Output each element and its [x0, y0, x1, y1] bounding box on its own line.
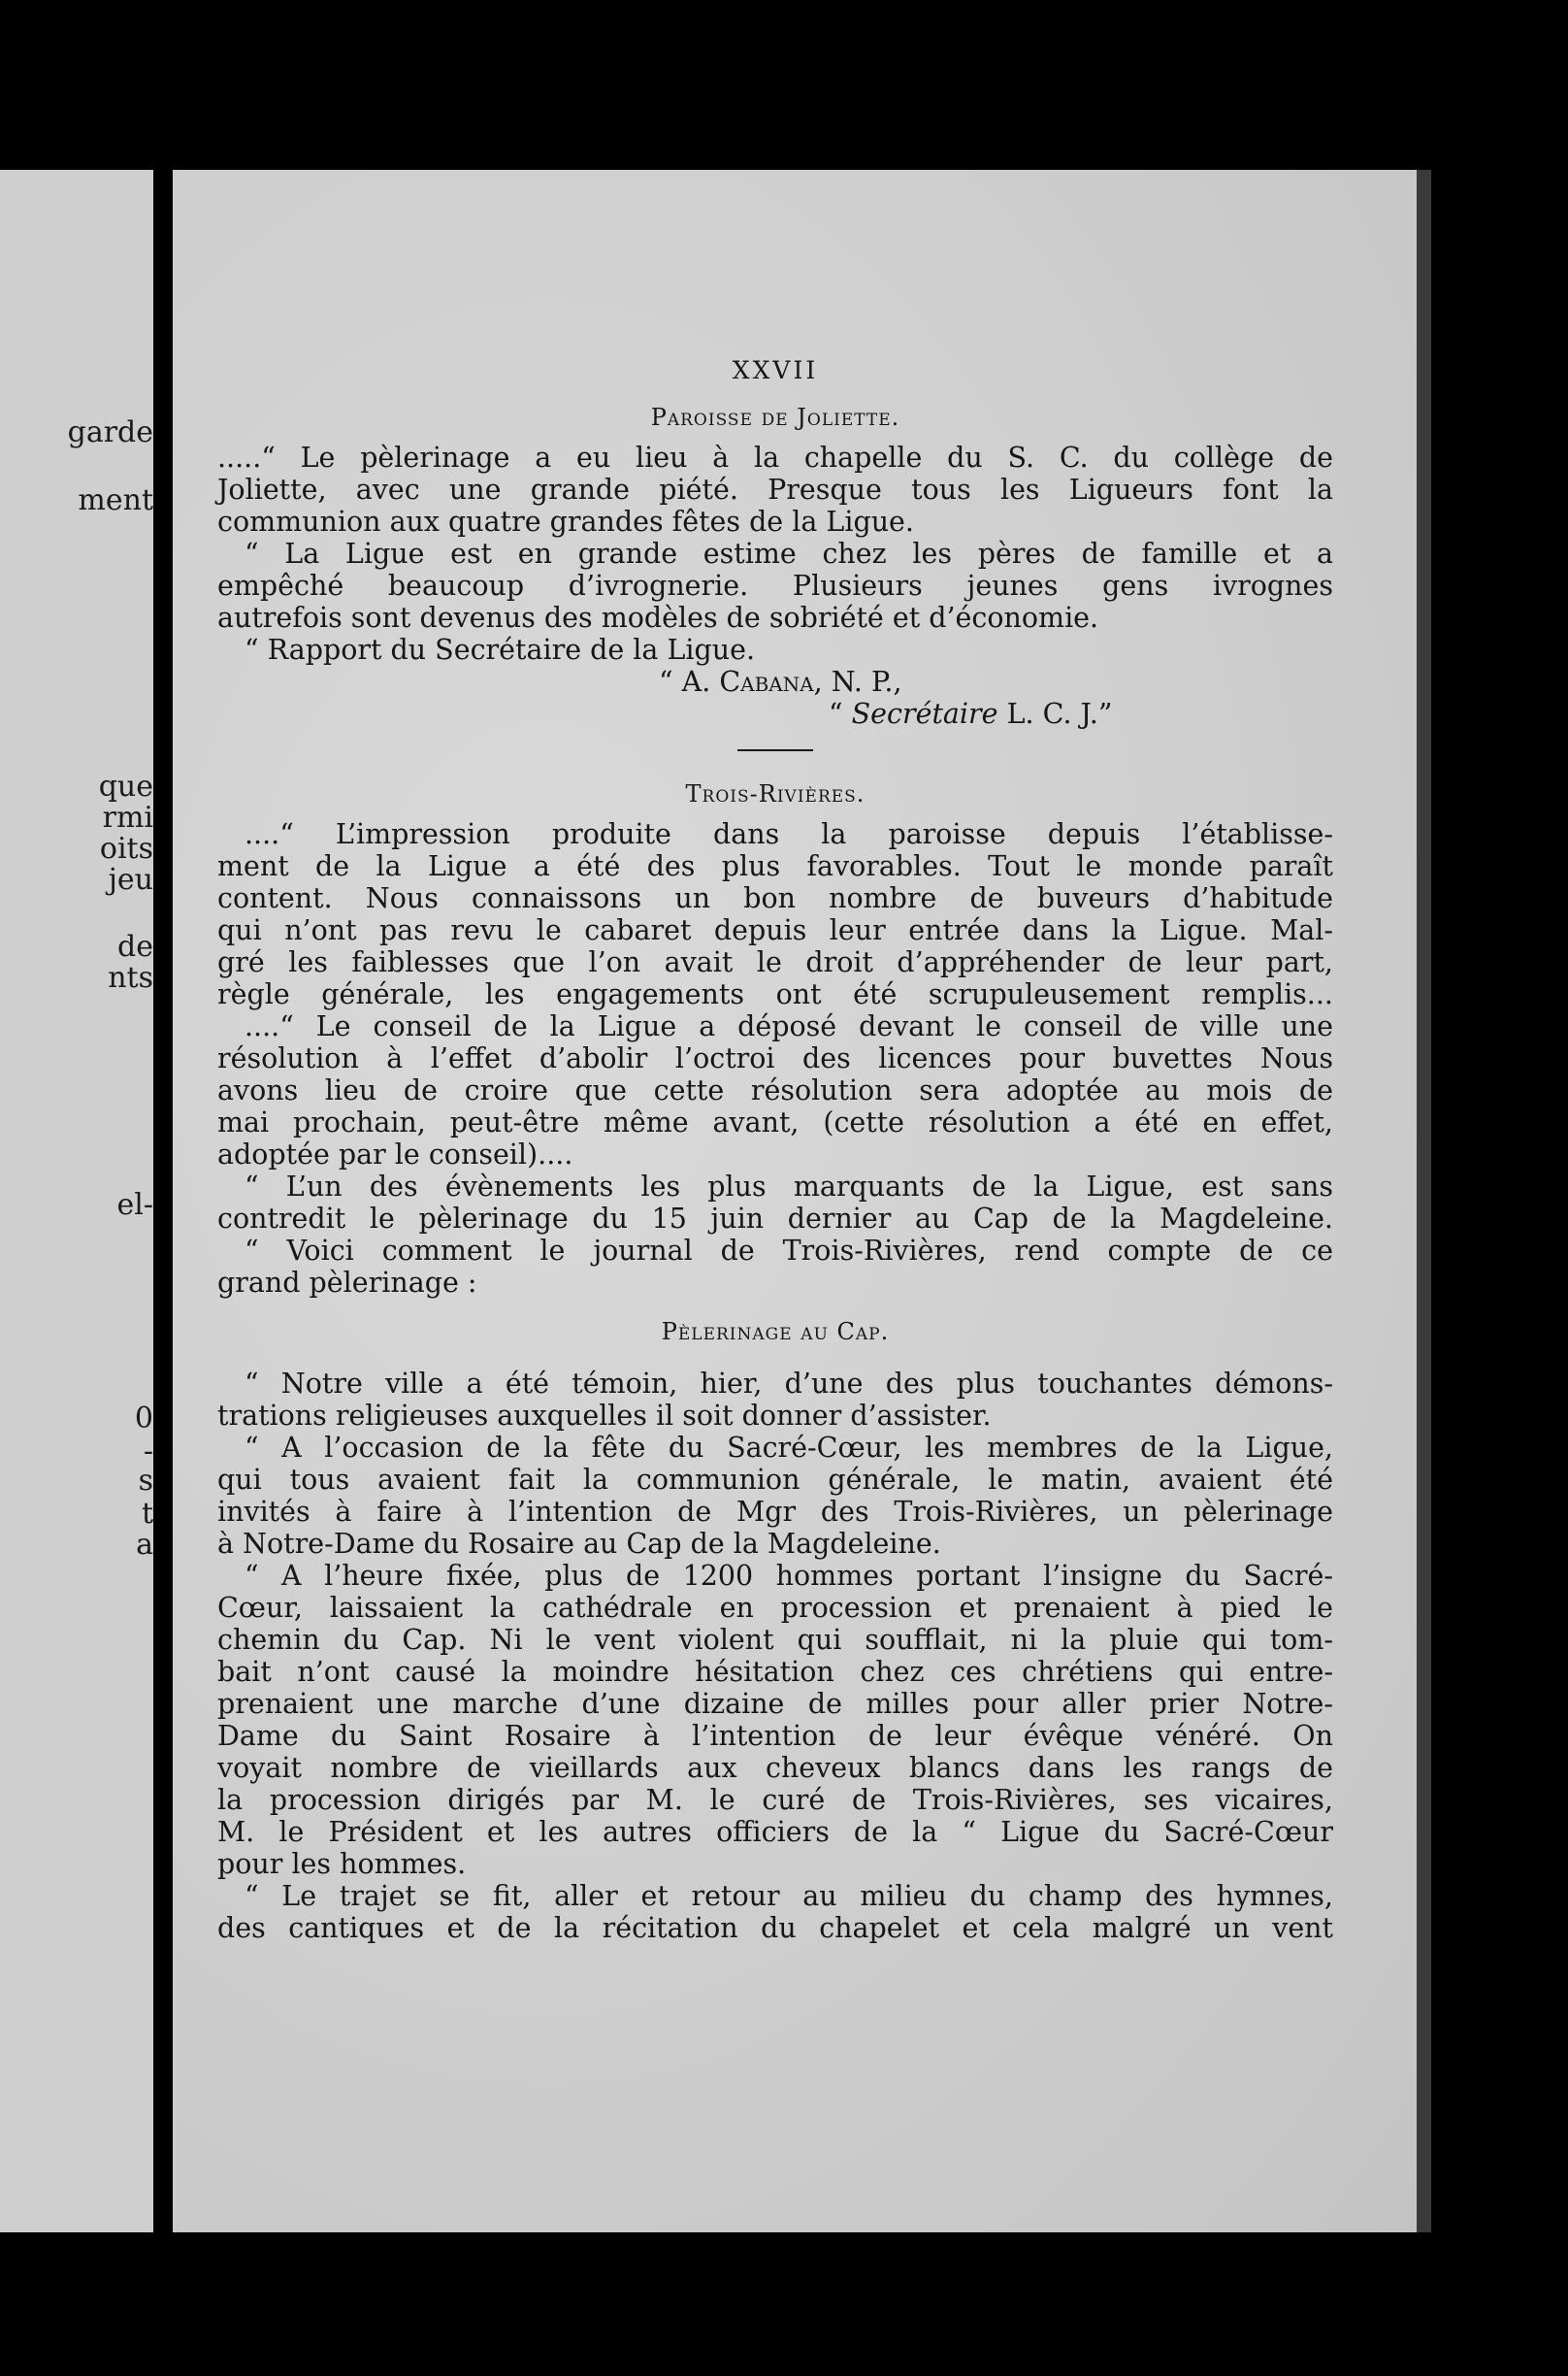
- left-page-fragment-text: jeu: [108, 863, 153, 897]
- text-line: autrefois sont devenus des modèles de sobriété et d’économie.: [217, 602, 1099, 634]
- page-edge: [1417, 170, 1431, 2237]
- text-line: mai prochain, peut-être même avant, (cette résolution a été en effet,: [217, 1106, 1333, 1138]
- text-line: “ Rapport du Secrétaire de la Ligue.: [245, 634, 756, 666]
- text-line: “ Notre ville a été témoin, hier, d’une des plus touchantes démons-: [245, 1368, 1333, 1400]
- left-page-fragment-text: el-: [116, 1188, 153, 1222]
- text-line: communion aux quatre grandes fêtes de la Ligue.: [217, 506, 914, 538]
- text-line: grand pèlerinage :: [217, 1267, 477, 1299]
- text-line: prenaient une marche d’une dizaine de milles pour aller prier Notre-: [217, 1688, 1333, 1720]
- text-line: adoptée par le conseil)....: [217, 1138, 573, 1171]
- section-heading-joliette: Paroisse de Joliette.: [650, 404, 900, 431]
- text-line: règle générale, les engagements ont été scrupuleusement remplis...: [217, 978, 1333, 1010]
- section-divider: [737, 749, 813, 751]
- signature-title: [217, 698, 1333, 730]
- text-line: gré les faiblesses que l’on avait le droit d’appréhender de leur part,: [217, 946, 1333, 978]
- left-page-fragment-text: garde: [67, 415, 153, 449]
- scan-border-top: [0, 0, 1568, 170]
- section-body-pelerinage: [217, 1368, 1333, 1944]
- signature-name: “ A. Cabana, N. P.,: [659, 666, 902, 698]
- text-line: ....“ L’impression produite dans la paroisse depuis l’établisse-: [245, 818, 1333, 850]
- left-page-fragment-text: a: [136, 1528, 153, 1562]
- text-line: avons lieu de croire que cette résolution sera adoptée au mois de: [217, 1074, 1333, 1106]
- left-page-fragment-text: s: [138, 1464, 153, 1498]
- signature-title-italic: Secrétaire: [851, 698, 998, 730]
- text-line: invités à faire à l’intention de Mgr des Trois-Rivières, un pèlerinage: [217, 1496, 1333, 1528]
- text-line: “ A l’heure fixée, plus de 1200 hommes portant l’insigne du Sacré-: [245, 1560, 1333, 1592]
- left-page-fragment-text: nts: [108, 961, 153, 995]
- page: [173, 170, 1417, 2237]
- text-line: “ L’un des évènements les plus marquants de la Ligue, est sans: [245, 1171, 1333, 1203]
- text-line: chemin du Cap. Ni le vent violent qui soufflait, ni la pluie qui tom-: [217, 1624, 1333, 1656]
- text-line: résolution à l’effet d’abolir l’octroi des licences pour buvettes Nous: [217, 1042, 1333, 1074]
- book-gutter: [153, 170, 173, 2237]
- text-line: Joliette, avec une grande piété. Presque tous les Ligueurs font la: [217, 474, 1333, 506]
- section-body-joliette: [217, 442, 1333, 730]
- left-page-fragment-text: de: [117, 930, 153, 964]
- left-page-fragment-text: 0: [134, 1402, 153, 1436]
- signature-title-prefix: “: [829, 698, 852, 730]
- page-number: XXVII: [732, 356, 819, 384]
- text-line: voyait nombre de vieillards aux cheveux blancs dans les rangs de: [217, 1752, 1333, 1784]
- left-page-fragment-text: rmi: [102, 801, 153, 835]
- text-line: qui tous avaient fait la communion générale, le matin, avaient été: [217, 1464, 1333, 1496]
- text-line: contredit le pèlerinage du 15 juin dernier au Cap de la Magdeleine.: [217, 1203, 1333, 1235]
- text-line: M. le Président et les autres officiers de la “ Ligue du Sacré-Cœur: [217, 1816, 1333, 1848]
- section-heading-pelerinage: Pèlerinage au Cap.: [661, 1318, 890, 1345]
- text-line: .....“ Le pèlerinage a eu lieu à la chapelle du S. C. du collège de: [217, 442, 1333, 474]
- section-heading-trois-rivieres: Trois-Rivières.: [685, 780, 866, 808]
- page-text: [217, 354, 1333, 1944]
- text-line: ment de la Ligue a été des plus favorables. Tout le monde paraît: [217, 850, 1333, 882]
- left-page-fragment-text: que: [98, 770, 153, 804]
- text-line: “ La Ligue est en grande estime chez les pères de famille et a: [245, 538, 1333, 570]
- text-line: pour les hommes.: [217, 1848, 467, 1880]
- scan-border-bottom: [0, 2232, 1568, 2376]
- text-line: “ Voici comment le journal de Trois-Rivières, rend compte de ce: [245, 1235, 1333, 1267]
- left-page-fragment-text: -: [143, 1435, 153, 1468]
- text-line: empêché beaucoup d’ivrognerie. Plusieurs jeunes gens ivrognes: [217, 570, 1333, 602]
- text-line: à Notre-Dame du Rosaire au Cap de la Magdeleine.: [217, 1528, 941, 1560]
- text-line: bait n’ont causé la moindre hésitation chez ces chrétiens qui entre-: [217, 1656, 1333, 1688]
- text-line: Dame du Saint Rosaire à l’intention de leur évêque vénéré. On: [217, 1720, 1333, 1752]
- text-line: Cœur, laissaient la cathédrale en procession et prenaient à pied le: [217, 1592, 1333, 1624]
- section-body-trois-rivieres: [217, 818, 1333, 1299]
- text-line: des cantiques et de la récitation du chapelet et cela malgré un vent: [217, 1912, 1333, 1944]
- left-page-fragment-text: t: [141, 1497, 153, 1531]
- text-line: content. Nous connaissons un bon nombre de buveurs d’habitude: [217, 882, 1333, 914]
- text-line: trations religieuses auxquelles il soit donner d’assister.: [217, 1400, 992, 1432]
- left-page-fragment-text: oits: [99, 832, 153, 866]
- text-line: “ Le trajet se fit, aller et retour au milieu du champ des hymnes,: [245, 1880, 1333, 1912]
- text-line: “ A l’occasion de la fête du Sacré-Cœur, les membres de la Ligue,: [245, 1432, 1333, 1464]
- signature-title-suffix: L. C. J.”: [997, 698, 1113, 730]
- left-page-fragment: [0, 170, 153, 2237]
- left-page-fragment-text: ment: [78, 483, 153, 517]
- text-line: qui n’ont pas revu le cabaret depuis leur entrée dans la Ligue. Mal-: [217, 914, 1333, 946]
- text-line: ....“ Le conseil de la Ligue a déposé devant le conseil de ville une: [245, 1010, 1333, 1042]
- text-line: la procession dirigés par M. le curé de Trois-Rivières, ses vicaires,: [217, 1784, 1333, 1816]
